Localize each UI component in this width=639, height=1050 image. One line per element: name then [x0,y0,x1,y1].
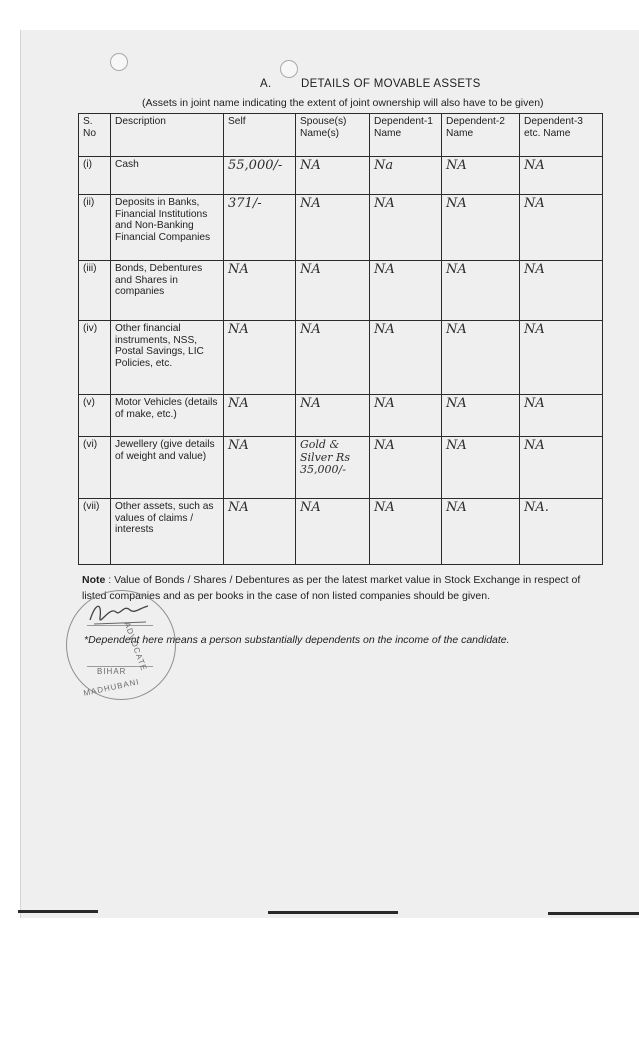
cell-dependent-3: NA [520,321,603,395]
cell-dependent-1: Na [370,157,442,195]
cell-sno: (vii) [79,499,111,565]
cell-sno: (vi) [79,437,111,499]
cell-dependent-2: NA [442,321,520,395]
header-spouse: Spouse(s) Name(s) [296,114,370,157]
cell-dependent-2: NA [442,157,520,195]
cell-dependent-2: NA [442,437,520,499]
section-title: DETAILS OF MOVABLE ASSETS [300,78,481,90]
table-row [79,157,603,195]
movable-assets-table [78,113,603,565]
cell-spouse: NA [296,499,370,565]
section-heading [260,78,481,90]
cell-sno: (v) [79,395,111,437]
cell-dependent-3: NA [520,395,603,437]
signature [86,598,156,628]
table-row [79,499,603,565]
cell-sno: (i) [79,157,111,195]
cell-self: NA [224,261,296,321]
cell-sno: (iii) [79,261,111,321]
cell-self: NA [224,321,296,395]
header-dependent-2: Dependent-2 Name [442,114,520,157]
stamp-middle-text: BIHAR [97,667,127,676]
cell-dependent-1: NA [370,261,442,321]
cell-sno: (iv) [79,321,111,395]
cell-self: NA [224,499,296,565]
cell-self: 55,000/- [224,157,296,195]
cell-dependent-1: NA [370,321,442,395]
cell-dependent-3: NA [520,195,603,261]
punch-hole [110,53,128,71]
cell-dependent-3: NA [520,437,603,499]
note-label: Note [82,574,106,586]
cell-dependent-3: NA [520,261,603,321]
cell-dependent-1: NA [370,395,442,437]
stamp-top-text: ADVOCATE [122,621,149,673]
cell-spouse: NA [296,321,370,395]
cell-dependent-3: NA. [520,499,603,565]
cell-description: Jewellery (give details of weight and value) [111,437,224,499]
cell-dependent-1: NA [370,195,442,261]
header-dependent-3: Dependent-3 etc. Name [520,114,603,157]
section-subheading: (Assets in joint name indicating the extent of joint ownership will also have to be given) [142,97,544,109]
valuation-note [82,572,594,605]
table-header-row [79,114,603,157]
note-text: : Value of Bonds / Shares / Debentures as per the latest market value in Stock Exchange in respect of listed companies and as per books in the case of non listed companies should be given. [82,574,581,603]
cell-sno: (ii) [79,195,111,261]
header-dependent-1: Dependent-1 Name [370,114,442,157]
table-row [79,395,603,437]
cell-dependent-2: NA [442,395,520,437]
cell-description: Bonds, Debentures and Shares in companies [111,261,224,321]
cell-dependent-1: NA [370,499,442,565]
cell-dependent-2: NA [442,499,520,565]
cell-spouse: Gold & Silver Rs 35,000/- [296,437,370,499]
cell-description: Other assets, such as values of claims / interests [111,499,224,565]
cell-self: NA [224,395,296,437]
cell-dependent-1: NA [370,437,442,499]
cell-dependent-3: NA [520,157,603,195]
cell-dependent-2: NA [442,261,520,321]
stamp-bottom-text: MADHUBANI [82,677,141,698]
cell-self: NA [224,437,296,499]
cell-spouse: NA [296,157,370,195]
dependent-note: *Dependent here means a person substantially dependents on the income of the candidate. [84,634,510,646]
cell-spouse: NA [296,261,370,321]
cell-dependent-2: NA [442,195,520,261]
table-row [79,261,603,321]
cell-description: Motor Vehicles (details of make, etc.) [111,395,224,437]
table-row [79,321,603,395]
punch-hole [280,60,298,78]
cell-description: Other financial instruments, NSS, Postal Savings, LIC Policies, etc. [111,321,224,395]
header-self: Self [224,114,296,157]
scan-bottom-edge [18,904,639,918]
cell-spouse: NA [296,395,370,437]
header-sno: S. No [79,114,111,157]
section-letter: A. [260,78,272,90]
cell-description: Deposits in Banks, Financial Institutions and Non-Banking Financial Companies [111,195,224,261]
cell-spouse: NA [296,195,370,261]
cell-self: 371/- [224,195,296,261]
table-row [79,195,603,261]
table-row [79,437,603,499]
cell-description: Cash [111,157,224,195]
header-description: Description [111,114,224,157]
